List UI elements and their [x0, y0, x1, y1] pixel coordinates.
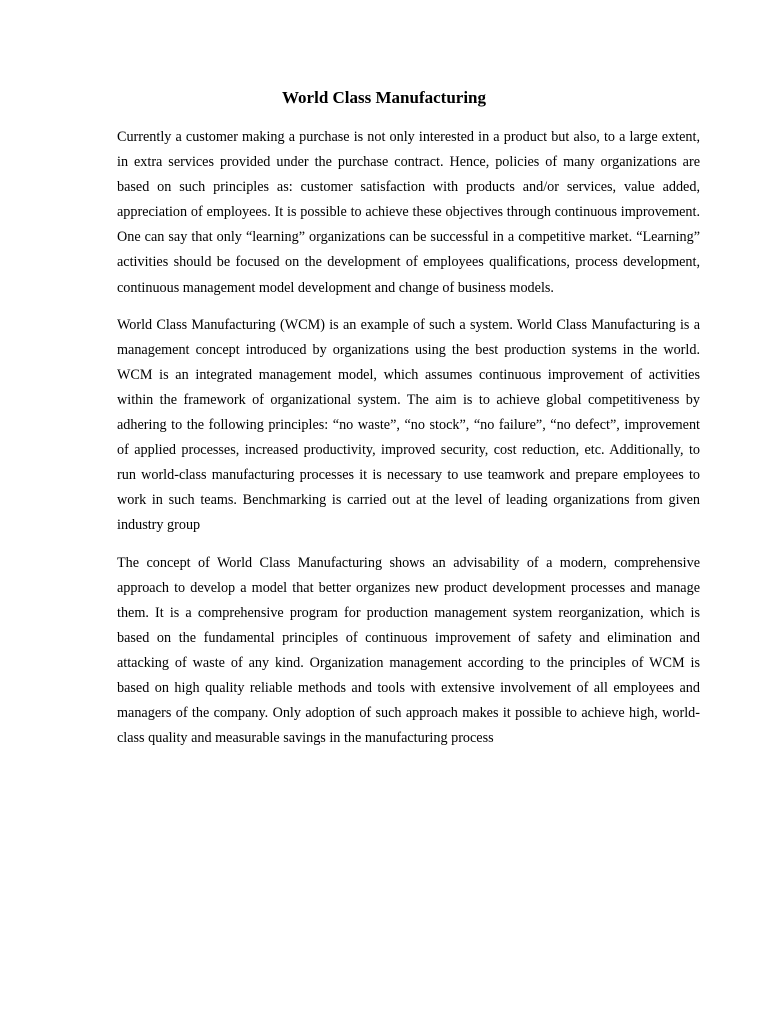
paragraph-1: Currently a customer making a purchase is not only interested in a product but also, to a large extent, in extra services provided under the purchase contract. Hence, policies of many organizations are based on such principles as: customer satisfaction with products and/or services, value added, appreciation of employees. It is possible to achieve these objectives through continuous improvement. One can say that only “learning” organizations can be successful in a competitive market. “Learning” activities should be focused on the development of employees qualifications, process development, continuous management model development and change of business models.	[117, 129, 700, 296]
document-body	[117, 125, 700, 763]
paragraph-2: World Class Manufacturing (WCM) is an example of such a system. World Class Manufacturing is a management concept introduced by organizations using the best production systems in the world. WCM is an integrated management model, which assumes continuous improvement of activities within the framework of organizational system. The aim is to achieve global competitiveness by adhering to the following principles: “no waste”, “no stock”, “no failure”, “no defect”, improvement of applied processes, increased productivity, improved security, cost reduction, etc. Additionally, to run world-class manufacturing processes it is necessary to use teamwork and prepare employees to work in such teams. Benchmarking is carried out at the level of leading organizations from given industry group	[117, 316, 700, 534]
document-title: World Class Manufacturing	[281, 88, 487, 107]
paragraph-3: The concept of World Class Manufacturing shows an advisability of a modern, comprehensive approach to develop a model that better organizes new product development processes and manage them. It is a comprehensive program for production management system reorganization, which is based on the fundamental principles of continuous improvement of safety and elimination and attacking of waste of any kind. Organization management according to the principles of WCM is based on high quality reliable methods and tools with extensive involvement of all employees and managers of the company. Only adoption of such approach makes it possible to achieve high, world-class quality and measurable savings in the manufacturing process	[117, 554, 700, 747]
